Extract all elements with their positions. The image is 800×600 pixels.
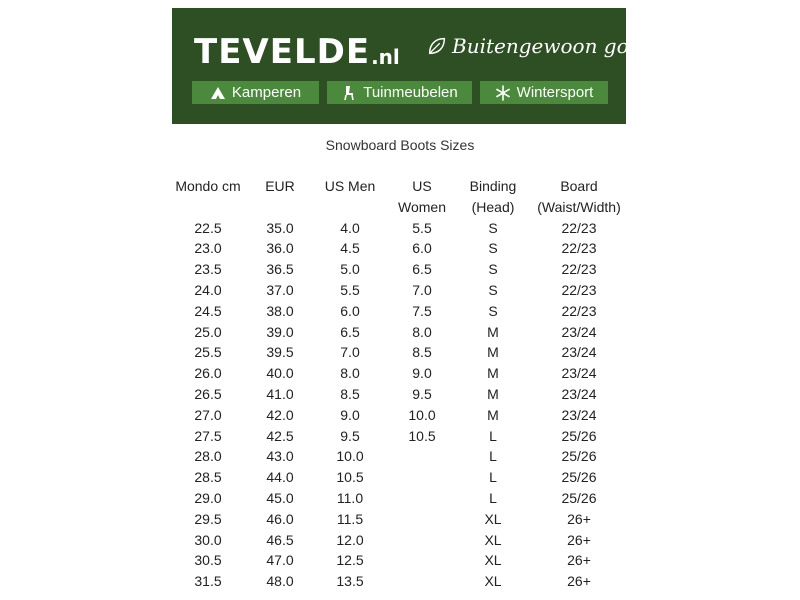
table-cell: S: [488, 219, 498, 236]
table-cell: M: [487, 385, 499, 402]
table-cell: L: [489, 427, 497, 444]
table-cell: 42.5: [266, 427, 294, 444]
table-cell: 48.0: [266, 573, 294, 590]
table-row: [170, 322, 630, 343]
table-cell: 26+: [567, 510, 591, 527]
table-cell: M: [487, 365, 499, 382]
table-cell: 9.0: [340, 406, 360, 423]
table-row: [170, 342, 630, 363]
table-cell: 13.5: [336, 573, 364, 590]
table-cell: 40.0: [266, 365, 294, 382]
table-cell: 46.5: [266, 531, 294, 548]
table-cell: 36.0: [266, 240, 294, 257]
table-cell: 7.5: [412, 302, 432, 319]
column-header-line: (Head): [471, 198, 515, 215]
table-cell: 9.5: [412, 385, 432, 402]
table-cell: [386, 446, 458, 467]
table-header-row: [170, 176, 630, 218]
table-cell: 25/26: [561, 469, 597, 486]
table-row: [170, 488, 630, 509]
table-cell: 22/23: [561, 302, 597, 319]
table-cell: 35.0: [266, 219, 294, 236]
table-cell: 8.0: [340, 365, 360, 382]
table-cell: 23/24: [561, 385, 597, 402]
table-cell: 24.0: [194, 281, 222, 298]
table-cell: 27.0: [194, 406, 222, 423]
table-cell: S: [488, 302, 498, 319]
table-row: [170, 467, 630, 488]
table-cell: 4.5: [340, 240, 360, 257]
table-cell: 11.0: [336, 489, 364, 506]
table-cell: 36.5: [266, 261, 294, 278]
table-cell: 23/24: [561, 365, 597, 382]
table-body: [170, 218, 630, 592]
table-cell: [386, 571, 458, 592]
nav-label-kamperen: Kamperen: [231, 84, 302, 101]
column-header-line: EUR: [265, 178, 295, 194]
table-cell: 38.0: [266, 302, 294, 319]
table-cell: [386, 467, 458, 488]
table-cell: S: [488, 261, 498, 278]
logo-suffix: .nl: [371, 45, 400, 69]
size-table: [170, 176, 630, 592]
table-cell: 23/24: [561, 344, 597, 361]
table-cell: M: [487, 323, 499, 340]
column-header-line: Board: [560, 178, 598, 194]
table-cell: 26+: [567, 531, 591, 548]
table-row: [170, 446, 630, 467]
table-cell: 5.0: [340, 261, 360, 278]
table-cell: 46.0: [266, 510, 294, 527]
tagline: [426, 34, 653, 58]
site-banner: [172, 8, 654, 124]
table-cell: 37.0: [266, 281, 294, 298]
table-cell: 31.5: [194, 573, 222, 590]
nav-label-wintersport: Wintersport: [516, 84, 594, 101]
table-cell: 22/23: [561, 240, 597, 257]
table-cell: 22/23: [561, 261, 597, 278]
table-cell: 26.5: [194, 385, 222, 402]
table-cell: 24.5: [194, 302, 222, 319]
nav-label-tuinmeubelen: Tuinmeubelen: [363, 84, 458, 101]
tagline-text: Buitengewoon goed: [452, 34, 654, 58]
table-cell: 45.0: [266, 489, 294, 506]
table-cell: 22/23: [561, 219, 597, 236]
table-row: [170, 384, 630, 405]
table-cell: 11.5: [336, 510, 364, 527]
table-cell: 9.5: [340, 427, 360, 444]
table-row: [170, 259, 630, 280]
category-nav: [192, 81, 608, 104]
site-logo[interactable]: [194, 30, 400, 74]
table-cell: 29.5: [194, 510, 222, 527]
table-cell: 44.0: [266, 469, 294, 486]
table-cell: M: [487, 406, 499, 423]
table-cell: 42.0: [266, 406, 294, 423]
table-cell: XL: [484, 552, 502, 569]
table-cell: 6.5: [412, 261, 432, 278]
table-cell: 10.5: [336, 469, 364, 486]
table-cell: 6.0: [412, 240, 432, 257]
table-cell: 4.0: [340, 219, 360, 236]
table-cell: 29.0: [194, 489, 222, 506]
table-cell: 26+: [567, 552, 591, 569]
column-header: [246, 176, 314, 218]
table-cell: [386, 550, 458, 571]
table-cell: [386, 488, 458, 509]
table-cell: 41.0: [266, 385, 294, 402]
table-cell: 12.5: [336, 552, 364, 569]
table-cell: 22/23: [561, 281, 597, 298]
table-row: [170, 363, 630, 384]
garden-chair-icon: [341, 85, 357, 101]
table-cell: 39.5: [266, 344, 294, 361]
table-row: [170, 280, 630, 301]
table-cell: 23.5: [194, 261, 222, 278]
table-cell: XL: [484, 531, 502, 548]
table-row: [170, 405, 630, 426]
leaf-icon: [426, 35, 448, 57]
column-header-line: Binding: [469, 178, 517, 194]
table-cell: 30.5: [194, 552, 222, 569]
table-row: [170, 218, 630, 239]
table-cell: [386, 509, 458, 530]
table-row: [170, 301, 630, 322]
column-header-line: Women: [398, 198, 446, 215]
table-cell: 7.0: [340, 344, 360, 361]
tent-icon: [210, 85, 226, 101]
table-cell: S: [488, 281, 498, 298]
table-title: Snowboard Boots Sizes: [325, 137, 475, 153]
nav-button-tuinmeubelen[interactable]: [327, 81, 472, 104]
table-cell: 26.0: [194, 365, 222, 382]
snowflake-icon: [495, 85, 511, 101]
table-cell: 23.0: [194, 240, 222, 257]
column-header-line: Mondo cm: [175, 178, 241, 194]
table-cell: 6.5: [340, 323, 360, 340]
table-cell: 47.0: [266, 552, 294, 569]
table-cell: L: [489, 489, 497, 506]
table-cell: 8.5: [412, 344, 432, 361]
table-cell: 12.0: [336, 531, 364, 548]
table-cell: 9.0: [412, 365, 432, 382]
table-cell: 28.0: [194, 448, 222, 465]
table-cell: 27.5: [194, 427, 222, 444]
table-cell: 7.0: [412, 281, 432, 298]
column-header-line: US Men: [324, 178, 376, 194]
table-cell: 10.0: [336, 448, 364, 465]
table-cell: 23/24: [561, 323, 597, 340]
table-row: [170, 571, 630, 592]
table-cell: 23/24: [561, 406, 597, 423]
column-header-line: (Waist/Width): [537, 198, 621, 215]
table-row: [170, 550, 630, 571]
table-cell: 25/26: [561, 448, 597, 465]
table-cell: L: [489, 448, 497, 465]
table-cell: 8.0: [412, 323, 432, 340]
table-cell: L: [489, 469, 497, 486]
column-header-line: US: [412, 178, 432, 194]
table-cell: 5.5: [340, 281, 360, 298]
table-cell: XL: [484, 510, 502, 527]
table-cell: M: [487, 344, 499, 361]
column-header: [458, 176, 528, 218]
table-cell: 30.0: [194, 531, 222, 548]
table-cell: 39.0: [266, 323, 294, 340]
table-row: [170, 509, 630, 530]
table-cell: [386, 530, 458, 551]
table-row: [170, 530, 630, 551]
column-header: [170, 176, 246, 218]
table-row: [170, 238, 630, 259]
table-cell: 25.0: [194, 323, 222, 340]
nav-button-kamperen[interactable]: [192, 81, 319, 104]
logo-text: TEVELDE: [194, 32, 371, 72]
table-row: [170, 426, 630, 447]
table-cell: S: [488, 240, 498, 257]
table-cell: 25/26: [561, 427, 597, 444]
table-cell: 10.0: [408, 406, 436, 423]
table-cell: 10.5: [408, 427, 436, 444]
table-cell: 8.5: [340, 385, 360, 402]
column-header: [386, 176, 458, 218]
column-header: [528, 176, 630, 218]
table-cell: 22.5: [194, 219, 222, 236]
table-cell: 6.0: [340, 302, 360, 319]
nav-button-wintersport[interactable]: [480, 81, 608, 104]
table-cell: 5.5: [412, 219, 432, 236]
table-cell: 25/26: [561, 489, 597, 506]
table-cell: 43.0: [266, 448, 294, 465]
table-cell: XL: [484, 573, 502, 590]
table-cell: 28.5: [194, 469, 222, 486]
table-cell: 26+: [567, 573, 591, 590]
table-cell: 25.5: [194, 344, 222, 361]
column-header: [314, 176, 386, 218]
